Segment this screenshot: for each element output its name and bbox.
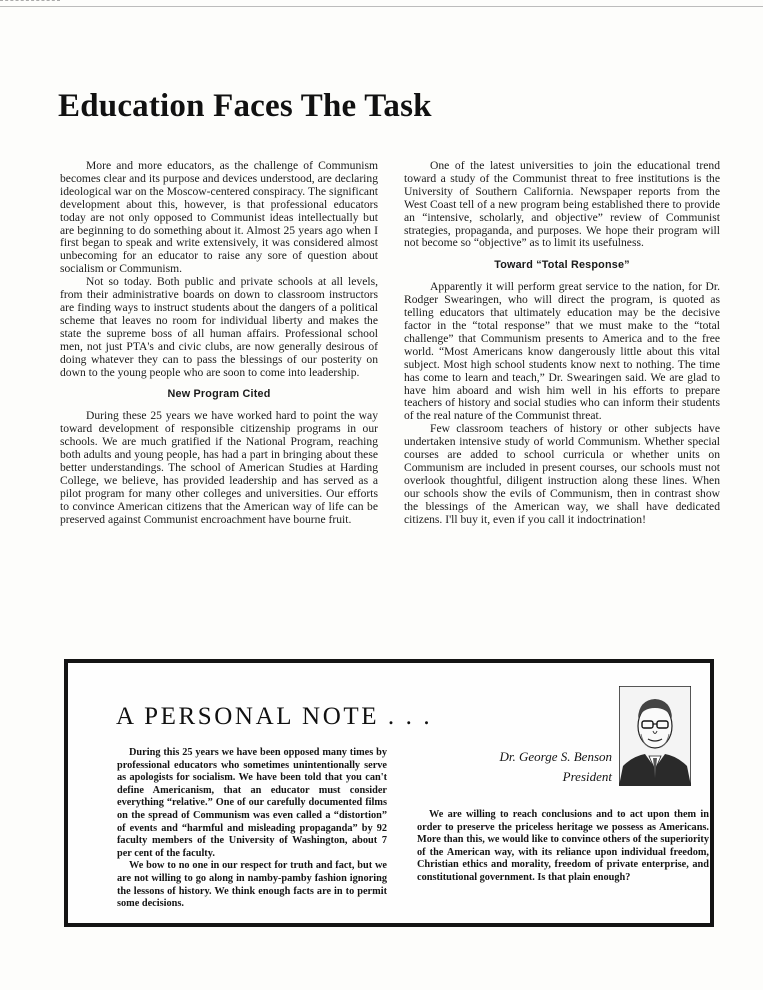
subhead-new-program: New Program Cited	[167, 388, 271, 401]
paragraph: We are willing to reach conclusions and to act upon them in order to preserve the priceless heritage we possess as Americans. More than this, we would like to convince others of the superiority of the American way, with its reliance upon individual freedom, Christian ethics and morality, freedom of private enterprise, and constitutional government. Is that plain enough?	[417, 809, 709, 883]
paragraph: More and more educators, as the challenge of Communism becomes clear and its purpose and devices understood, are declaring ideological war on the Moscow-centered conspiracy. The significant development about this, however, is that professional educators today are not only opposed to Communist ideas intellectually but are beginning to do something about it. Almost 25 years ago when I first began to speak and write extensively, it was considered almost unbecoming for an educator to raise any sore of question about socialism or Communism.	[60, 159, 378, 276]
left-text-column	[60, 160, 378, 526]
subhead-total-response: Toward “Total Response”	[494, 259, 630, 272]
personal-note-right-column	[417, 809, 709, 885]
top-edge-rule	[0, 6, 763, 7]
personal-note-box	[64, 659, 714, 927]
margin-crop-mark	[0, 0, 60, 2]
paragraph: During this 25 years we have been opposed many times by professional educators who sometimes unintentionally serve as apologists for socialism. We have been told that you can't define Americanism, that an educator must consider everything “relative.” One of our carefully documented films on the spread of Communism was even called a “distortion” of events and “harmful and misleading propaganda” by 92 faculty members of the University of Washington, about 7 per cent of the faculty.	[117, 747, 387, 859]
signature-block	[464, 747, 612, 787]
paragraph: One of the latest universities to join the educational trend toward a study of the Communist threat to free institutions is the University of Southern California. Newspaper reports from the West Coast tell of a new program being established there to provide an “intensive, scholarly, and objective” review of Communist strategies, propaganda, and purposes. We hope their program will not become so “objective” as to limit its usefulness.	[404, 159, 720, 250]
portrait-illustration	[619, 686, 691, 786]
paragraph: We bow to no one in our respect for truth and fact, but we are not willing to go along in namby-pamby fashion ignoring the lessons of history. We think enough facts are in to permit some decisions.	[117, 860, 387, 910]
signature-name: Dr. George S. Benson	[499, 749, 612, 764]
personal-note-left-column	[117, 747, 387, 911]
article-headline: Education Faces The Task	[58, 88, 432, 124]
paragraph: Apparently it will perform great service to the nation, for Dr. Rodger Swearingen, who will direct the program, is quoted as telling educators that ultimately education may be the decisive factor in the “total response” that we must make to the “total challenge” that Communism presents to America and to the free world. “Most Americans know dangerously little about this vital subject. Most high school students know next to nothing. The time has come to learn and teach,” Dr. Swearingen said. We are glad to have him aboard and wish him well in his efforts to prepare teachers of history and social studies who can inform their students of the real nature of the Communist threat.	[404, 280, 720, 423]
paragraph: During these 25 years we have worked hard to point the way toward development of responsible citizenship programs in our schools. We are much gratified if the National Program, reaching both adults and young people, has had a part in bringing about these better understandings. The school of American Studies at Harding College, we believe, has provided leadership and has served as a pilot program for many other colleges and universities. Our efforts to convince American citizens that the American way of life can be preserved against Communist encroachment have bourne fruit.	[60, 409, 378, 526]
personal-note-title: A PERSONAL NOTE . . .	[116, 703, 433, 730]
paragraph: Few classroom teachers of history or other subjects have undertaken intensive study of world Communism. Whether special courses are added to school curricula or whether units on Communism are included in present courses, our schools must not overlook thoughtful, diligent instruction along these lines. When our schools show the evils of Communism, then in contrast show the blessings of the American way, we shall have dedicated citizens. I'll buy it, even if you call it indoctrination!	[404, 422, 720, 526]
signature-title: President	[562, 769, 612, 784]
paragraph: Not so today. Both public and private schools at all levels, from their administrative boards on down to classroom instructors are finding ways to instruct students about the dangers of a political scheme that leaves no room for individual liberty and makes the state the supreme boss of all human affairs. Professional school men, not just PTA's and civic clubs, are now generally desirous of doing whatever they can to pass the blessings of our posterity on down to the young people who are soon to come into leadership.	[60, 275, 378, 379]
right-text-column	[404, 160, 720, 526]
